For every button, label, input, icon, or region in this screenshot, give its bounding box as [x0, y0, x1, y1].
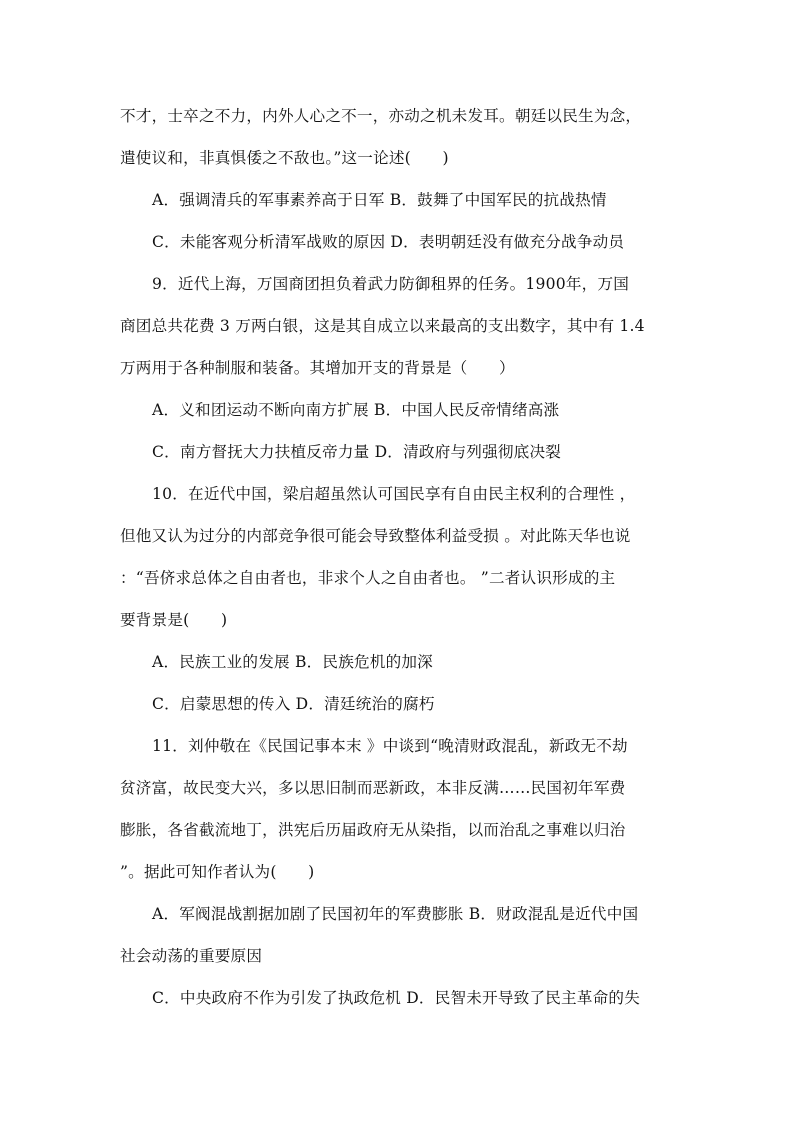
option-line: C．启蒙思想的传入 D．清廷统治的腐朽: [152, 695, 435, 713]
text-line: 膨胀，各省截流地丁，洪宪后历届政府无从染指，以而治乱之事难以归治: [120, 821, 626, 839]
text-line: 商团总共花费 3 万两白银，这是其自成立以来最高的支出数字，其中有 1.4: [120, 317, 645, 335]
option-line: C．未能客观分析清军战败的原因 D．表明朝廷没有做充分战争动员: [152, 233, 625, 251]
option-line: C．中央政府不作为引发了执政危机 D．民智未开导致了民主革命的失: [152, 989, 641, 1007]
text-line: 社会动荡的重要原因: [120, 947, 263, 965]
text-line: 贫济富，故民变大兴，多以思旧制而恶新政，本非反满……民国初年军费: [120, 779, 626, 797]
option-line: A．军阀混战割据加剧了民国初年的军费膨胀 B．财政混乱是近代中国: [152, 905, 639, 923]
option-line: A．民族工业的发展 B．民族危机的加深: [152, 653, 433, 671]
option-line: A．强调清兵的军事素养高于日军 B．鼓舞了中国军民的抗战热情: [152, 191, 607, 209]
text-line: ：“吾侪求总体之自由者也，非求个人之自由者也。 ”二者认识形成的主: [120, 569, 616, 587]
question-11: 11．刘仲敬在《民国记事本末 》中谈到“晚清财政混乱，新政无不劫: [152, 737, 628, 755]
question-9: 9．近代上海，万国商团担负着武力防御租界的任务。1900年，万国: [152, 275, 630, 293]
text-line: 要背景是( ): [120, 611, 228, 629]
text-line: 万两用于各种制服和装备。其增加开支的背景是（ ）: [120, 359, 515, 377]
text-line: ”。据此可知作者认为( ): [120, 863, 315, 881]
text-line: 不才，士卒之不力，内外人心之不一，亦动之机未发耳。朝廷以民生为念，: [120, 107, 642, 125]
text-line: 遣使议和，非真惧倭之不敌也。”这一论述( ): [120, 149, 449, 167]
option-line: C．南方督抚大力扶植反帝力量 D．清政府与列强彻底决裂: [152, 443, 562, 461]
text-line: 但他又认为过分的内部竞争很可能会导致整体利益受损 。对此陈天华也说: [120, 527, 631, 545]
question-10: 10．在近代中国，梁启超虽然认可国民享有自由民主权利的合理性 ，: [152, 485, 636, 503]
option-line: A．义和团运动不断向南方扩展 B．中国人民反帝情绪高涨: [152, 401, 560, 419]
